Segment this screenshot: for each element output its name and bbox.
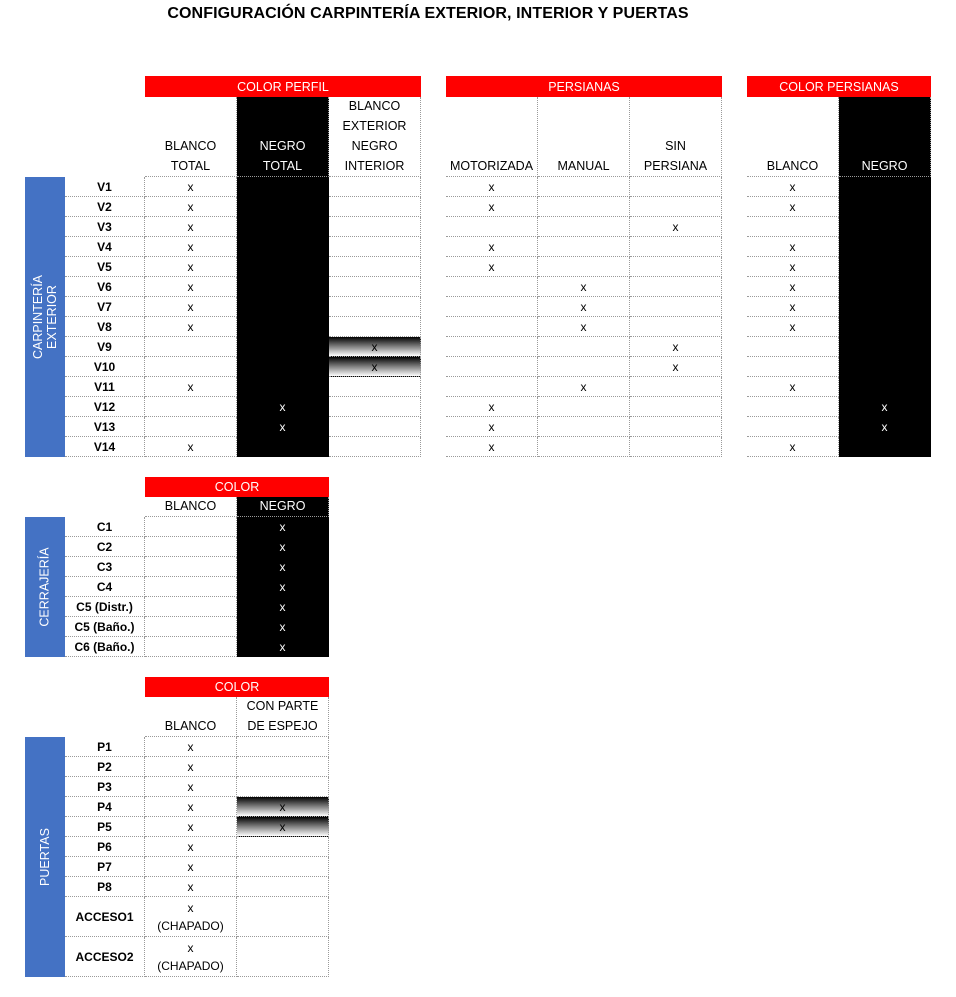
mark: x	[187, 439, 194, 454]
mark: x	[187, 379, 194, 394]
side-label-text: PUERTAS	[38, 828, 53, 886]
table-cell	[237, 317, 329, 337]
table-cell: x	[237, 817, 329, 837]
table-cell	[839, 257, 931, 277]
row-label: C3	[65, 557, 145, 577]
cerrajeria-color-header: COLOR	[145, 477, 329, 497]
table-cell	[747, 437, 839, 457]
table-cell: x	[145, 877, 237, 897]
mark: x	[488, 419, 495, 434]
table-cell	[145, 277, 237, 297]
table-cell	[237, 377, 329, 397]
mark: x	[672, 359, 679, 374]
table-cell	[538, 297, 630, 317]
table-cell	[446, 277, 538, 297]
row-label: C1	[65, 517, 145, 537]
table-cell	[446, 377, 538, 397]
mark: x	[279, 399, 286, 414]
column-header: CON PARTE DE ESPEJO	[237, 697, 329, 737]
table-cell	[747, 257, 839, 277]
table-cell	[839, 337, 931, 357]
row-label: P4	[65, 797, 145, 817]
table-cell	[145, 337, 237, 357]
table-cell	[630, 357, 722, 377]
table-cell	[237, 537, 329, 557]
color-perfil-header: COLOR PERFIL	[145, 76, 421, 97]
table-cell: x	[145, 857, 237, 877]
table-cell	[237, 357, 329, 377]
mark: x	[371, 339, 378, 354]
color-persianas-header: COLOR PERSIANAS	[747, 76, 931, 97]
row-label: V12	[65, 397, 145, 417]
mark: x	[187, 299, 194, 314]
table-cell	[538, 417, 630, 437]
table-cell	[145, 617, 237, 637]
table-cell	[839, 177, 931, 197]
table-cell	[237, 617, 329, 637]
mark: x	[789, 279, 796, 294]
table-cell	[538, 357, 630, 377]
row-label: P7	[65, 857, 145, 877]
table-cell: x	[237, 797, 329, 817]
table-cell	[237, 277, 329, 297]
table-cell	[747, 197, 839, 217]
mark: x	[279, 419, 286, 434]
table-cell	[630, 237, 722, 257]
table-cell	[237, 597, 329, 617]
table-cell: x	[145, 797, 237, 817]
table-cell	[237, 297, 329, 317]
mark: x	[187, 319, 194, 334]
table-cell	[446, 337, 538, 357]
table-cell	[839, 397, 931, 417]
row-label: V3	[65, 217, 145, 237]
table-cell	[145, 597, 237, 617]
mark: x	[789, 299, 796, 314]
table-cell	[237, 737, 329, 757]
column-header: BLANCO	[145, 697, 237, 737]
puertas-side-label	[25, 737, 65, 977]
row-label: V13	[65, 417, 145, 437]
table-cell	[538, 337, 630, 357]
column-header: BLANCO	[747, 97, 839, 177]
mark: x	[881, 399, 888, 414]
table-cell: x	[145, 777, 237, 797]
table-cell	[237, 217, 329, 237]
mark: x	[279, 639, 286, 654]
mark: x	[187, 219, 194, 234]
table-cell	[630, 317, 722, 337]
table-cell	[145, 397, 237, 417]
table-cell	[839, 437, 931, 457]
column-header: MANUAL	[538, 97, 630, 177]
row-label: V11	[65, 377, 145, 397]
table-cell	[145, 217, 237, 237]
table-cell	[329, 417, 421, 437]
table-cell: x	[145, 737, 237, 757]
table-cell	[145, 197, 237, 217]
mark: x	[488, 179, 495, 194]
table-cell	[237, 257, 329, 277]
table-cell	[329, 397, 421, 417]
column-header: NEGRO TOTAL	[237, 97, 329, 177]
table-cell	[538, 257, 630, 277]
row-label: V1	[65, 177, 145, 197]
mark: x	[488, 199, 495, 214]
table-cell	[446, 317, 538, 337]
row-label: V5	[65, 257, 145, 277]
table-cell	[237, 237, 329, 257]
side-label-text: CARPINTERÍA EXTERIOR	[31, 274, 60, 360]
table-cell	[630, 177, 722, 197]
row-label: V7	[65, 297, 145, 317]
row-label: P3	[65, 777, 145, 797]
table-cell	[630, 277, 722, 297]
table-cell	[446, 177, 538, 197]
mark: x	[187, 259, 194, 274]
row-label: P6	[65, 837, 145, 857]
mark: x	[580, 279, 587, 294]
puertas-color-header: COLOR	[145, 677, 329, 697]
mark: x	[580, 299, 587, 314]
table-cell	[145, 317, 237, 337]
table-cell	[145, 257, 237, 277]
table-cell: x (CHAPADO)	[145, 937, 237, 977]
table-cell	[329, 317, 421, 337]
mark: x	[789, 239, 796, 254]
table-cell	[747, 177, 839, 197]
row-label: V10	[65, 357, 145, 377]
table-cell	[237, 557, 329, 577]
row-label: V2	[65, 197, 145, 217]
table-cell	[329, 297, 421, 317]
mark: x	[371, 359, 378, 374]
mark: x	[187, 179, 194, 194]
table-cell: x	[145, 837, 237, 857]
column-header: MOTORIZADA	[446, 97, 538, 177]
table-cell	[747, 237, 839, 257]
table-cell	[747, 337, 839, 357]
table-cell	[329, 357, 421, 377]
table-cell	[329, 177, 421, 197]
row-label: C6 (Baño.)	[65, 637, 145, 657]
table-cell	[145, 557, 237, 577]
mark: x	[279, 539, 286, 554]
table-cell	[145, 437, 237, 457]
mark: x	[488, 259, 495, 274]
row-label: V6	[65, 277, 145, 297]
table-cell	[446, 417, 538, 437]
table-cell	[446, 297, 538, 317]
table-cell	[630, 197, 722, 217]
table-cell	[237, 937, 329, 977]
mark: x	[488, 239, 495, 254]
table-cell	[839, 237, 931, 257]
table-cell	[630, 337, 722, 357]
row-label: C5 (Baño.)	[65, 617, 145, 637]
mark: x	[789, 319, 796, 334]
table-cell	[538, 437, 630, 457]
table-cell	[630, 377, 722, 397]
table-cell	[237, 577, 329, 597]
table-cell	[237, 897, 329, 937]
mark: x	[279, 519, 286, 534]
mark: x	[672, 219, 679, 234]
cerrajeria-side-label	[25, 517, 65, 657]
table-cell	[237, 837, 329, 857]
table-cell	[538, 317, 630, 337]
row-label: ACCESO1	[65, 897, 145, 937]
table-cell	[538, 397, 630, 417]
table-cell	[329, 377, 421, 397]
table-cell	[630, 397, 722, 417]
table-cell	[145, 377, 237, 397]
carpinteria-exterior-side-label	[25, 177, 65, 457]
row-label: C4	[65, 577, 145, 597]
table-cell	[747, 417, 839, 437]
row-label: C2	[65, 537, 145, 557]
table-cell	[538, 277, 630, 297]
mark: x	[789, 179, 796, 194]
row-label: V9	[65, 337, 145, 357]
table-cell	[839, 357, 931, 377]
mark: x	[789, 439, 796, 454]
table-cell	[630, 417, 722, 437]
table-cell	[630, 257, 722, 277]
column-header: SIN PERSIANA	[630, 97, 722, 177]
table-cell	[237, 337, 329, 357]
table-cell	[747, 217, 839, 237]
row-label: P8	[65, 877, 145, 897]
mark: x	[580, 319, 587, 334]
side-label-text: CERRAJERÍA	[38, 547, 52, 627]
table-cell	[839, 417, 931, 437]
table-cell	[747, 377, 839, 397]
mark: x	[279, 599, 286, 614]
table-cell	[145, 177, 237, 197]
table-cell	[747, 317, 839, 337]
table-cell	[145, 297, 237, 317]
table-cell	[329, 337, 421, 357]
mark: x	[279, 619, 286, 634]
mark: x	[580, 379, 587, 394]
row-label: V14	[65, 437, 145, 457]
table-cell	[237, 877, 329, 897]
table-cell	[446, 437, 538, 457]
table-cell	[630, 437, 722, 457]
mark: x	[279, 579, 286, 594]
row-label: V4	[65, 237, 145, 257]
table-cell	[237, 417, 329, 437]
table-cell	[145, 577, 237, 597]
mark: x	[789, 259, 796, 274]
table-cell	[329, 217, 421, 237]
row-label: V8	[65, 317, 145, 337]
row-label: P2	[65, 757, 145, 777]
table-cell	[538, 237, 630, 257]
persianas-header: PERSIANAS	[446, 76, 722, 97]
table-cell	[237, 637, 329, 657]
table-cell	[839, 297, 931, 317]
table-cell	[839, 277, 931, 297]
table-cell	[446, 197, 538, 217]
table-cell	[237, 857, 329, 877]
table-cell	[839, 197, 931, 217]
page-title: CONFIGURACIÓN CARPINTERÍA EXTERIOR, INTERIOR Y PUERTAS	[167, 5, 689, 22]
row-label: ACCESO2	[65, 937, 145, 977]
mark: x	[672, 339, 679, 354]
table-cell	[329, 257, 421, 277]
table-cell	[747, 297, 839, 317]
table-cell	[630, 217, 722, 237]
table-cell	[145, 537, 237, 557]
table-cell	[237, 757, 329, 777]
table-cell	[237, 517, 329, 537]
table-cell	[329, 197, 421, 217]
table-cell	[145, 517, 237, 537]
table-cell	[747, 277, 839, 297]
table-cell	[538, 177, 630, 197]
column-header: NEGRO	[237, 497, 329, 517]
row-label: C5 (Distr.)	[65, 597, 145, 617]
mark: x	[187, 239, 194, 254]
table-cell	[237, 177, 329, 197]
table-cell	[237, 197, 329, 217]
table-cell	[329, 237, 421, 257]
table-cell	[538, 377, 630, 397]
mark: x	[881, 419, 888, 434]
table-cell	[145, 237, 237, 257]
table-cell	[329, 437, 421, 457]
table-cell	[446, 357, 538, 377]
column-header: BLANCO	[145, 497, 237, 517]
column-header: BLANCO TOTAL	[145, 97, 237, 177]
table-cell	[446, 217, 538, 237]
table-cell	[446, 257, 538, 277]
table-cell	[630, 297, 722, 317]
mark: x	[187, 279, 194, 294]
mark: x	[789, 379, 796, 394]
column-header: NEGRO	[839, 97, 931, 177]
table-cell: x	[145, 757, 237, 777]
table-cell	[446, 397, 538, 417]
row-label: P5	[65, 817, 145, 837]
mark: x	[187, 199, 194, 214]
mark: x	[789, 199, 796, 214]
mark: x	[488, 399, 495, 414]
table-cell	[747, 397, 839, 417]
table-cell: x	[145, 817, 237, 837]
table-cell	[747, 357, 839, 377]
table-cell	[237, 437, 329, 457]
column-header: BLANCO EXTERIOR NEGRO INTERIOR	[329, 97, 421, 177]
table-cell	[446, 237, 538, 257]
table-cell	[839, 217, 931, 237]
table-cell	[329, 277, 421, 297]
mark: x	[279, 559, 286, 574]
table-cell	[145, 417, 237, 437]
table-cell	[839, 377, 931, 397]
table-cell	[839, 317, 931, 337]
table-cell	[538, 217, 630, 237]
table-cell	[237, 397, 329, 417]
table-cell	[538, 197, 630, 217]
table-cell	[145, 637, 237, 657]
table-cell	[237, 777, 329, 797]
table-cell: x (CHAPADO)	[145, 897, 237, 937]
row-label: P1	[65, 737, 145, 757]
table-cell	[145, 357, 237, 377]
mark: x	[488, 439, 495, 454]
